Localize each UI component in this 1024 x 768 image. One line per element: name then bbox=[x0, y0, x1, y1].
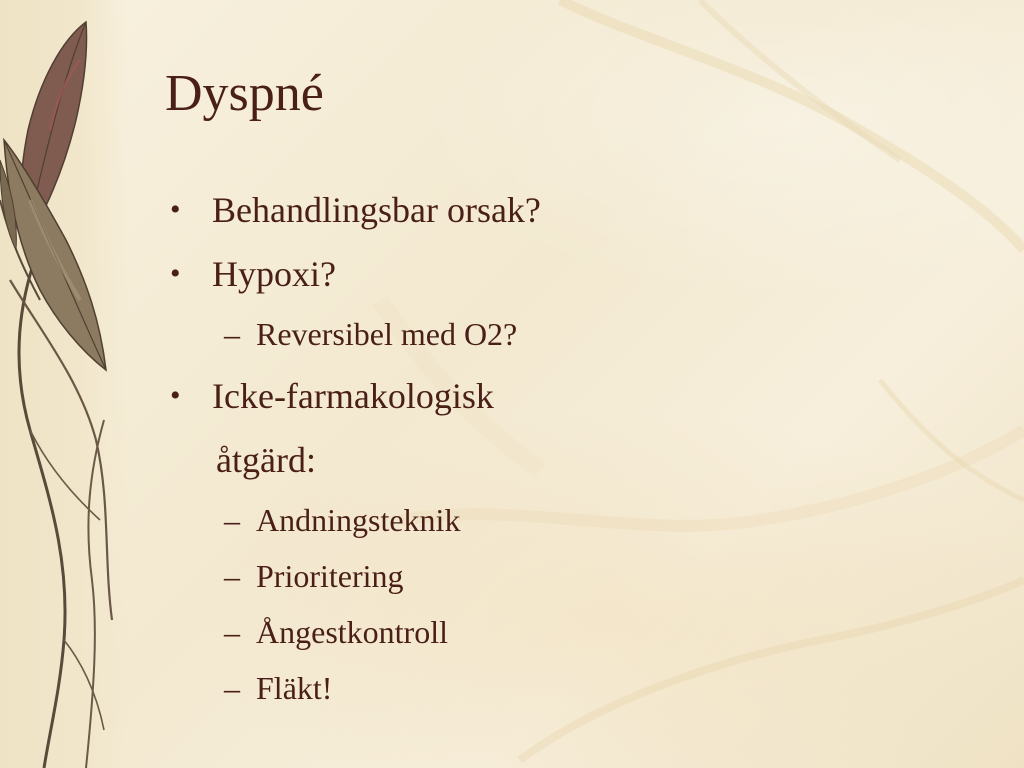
dash-icon: – bbox=[224, 316, 240, 352]
dash-icon: – bbox=[224, 558, 240, 594]
list-item-text: Behandlingsbar orsak? bbox=[212, 190, 541, 230]
bullet-icon: • bbox=[170, 379, 181, 412]
list-item-text: Hypoxi? bbox=[212, 254, 336, 294]
sub-list-item bbox=[168, 500, 968, 540]
slide-title: Dyspné bbox=[165, 65, 324, 122]
list-item bbox=[168, 188, 968, 232]
list-item bbox=[168, 252, 968, 296]
sub-list-item bbox=[168, 612, 968, 652]
sub-list-item-text: Reversibel med O2? bbox=[256, 316, 518, 352]
sub-list-item bbox=[168, 314, 968, 354]
sub-list-item-text: Prioritering bbox=[256, 558, 404, 594]
bullet-icon: • bbox=[170, 193, 181, 226]
dash-icon: – bbox=[224, 502, 240, 538]
sub-list-item bbox=[168, 556, 968, 596]
sub-list-item-text: Fläkt! bbox=[256, 670, 333, 706]
list-item-continuation: åtgärd: bbox=[216, 440, 316, 480]
list-item-text: Icke-farmakologisk bbox=[212, 376, 494, 416]
leaf-and-stem-icon bbox=[0, 0, 140, 768]
dash-icon: – bbox=[224, 614, 240, 650]
sub-list-item-text: Andningsteknik bbox=[256, 502, 461, 538]
bullet-icon: • bbox=[170, 257, 181, 290]
bullet-list bbox=[168, 188, 968, 708]
dash-icon: – bbox=[224, 670, 240, 706]
list-item bbox=[168, 374, 968, 418]
sub-list-item-text: Ångestkontroll bbox=[256, 614, 448, 650]
sub-list-item bbox=[168, 668, 968, 708]
